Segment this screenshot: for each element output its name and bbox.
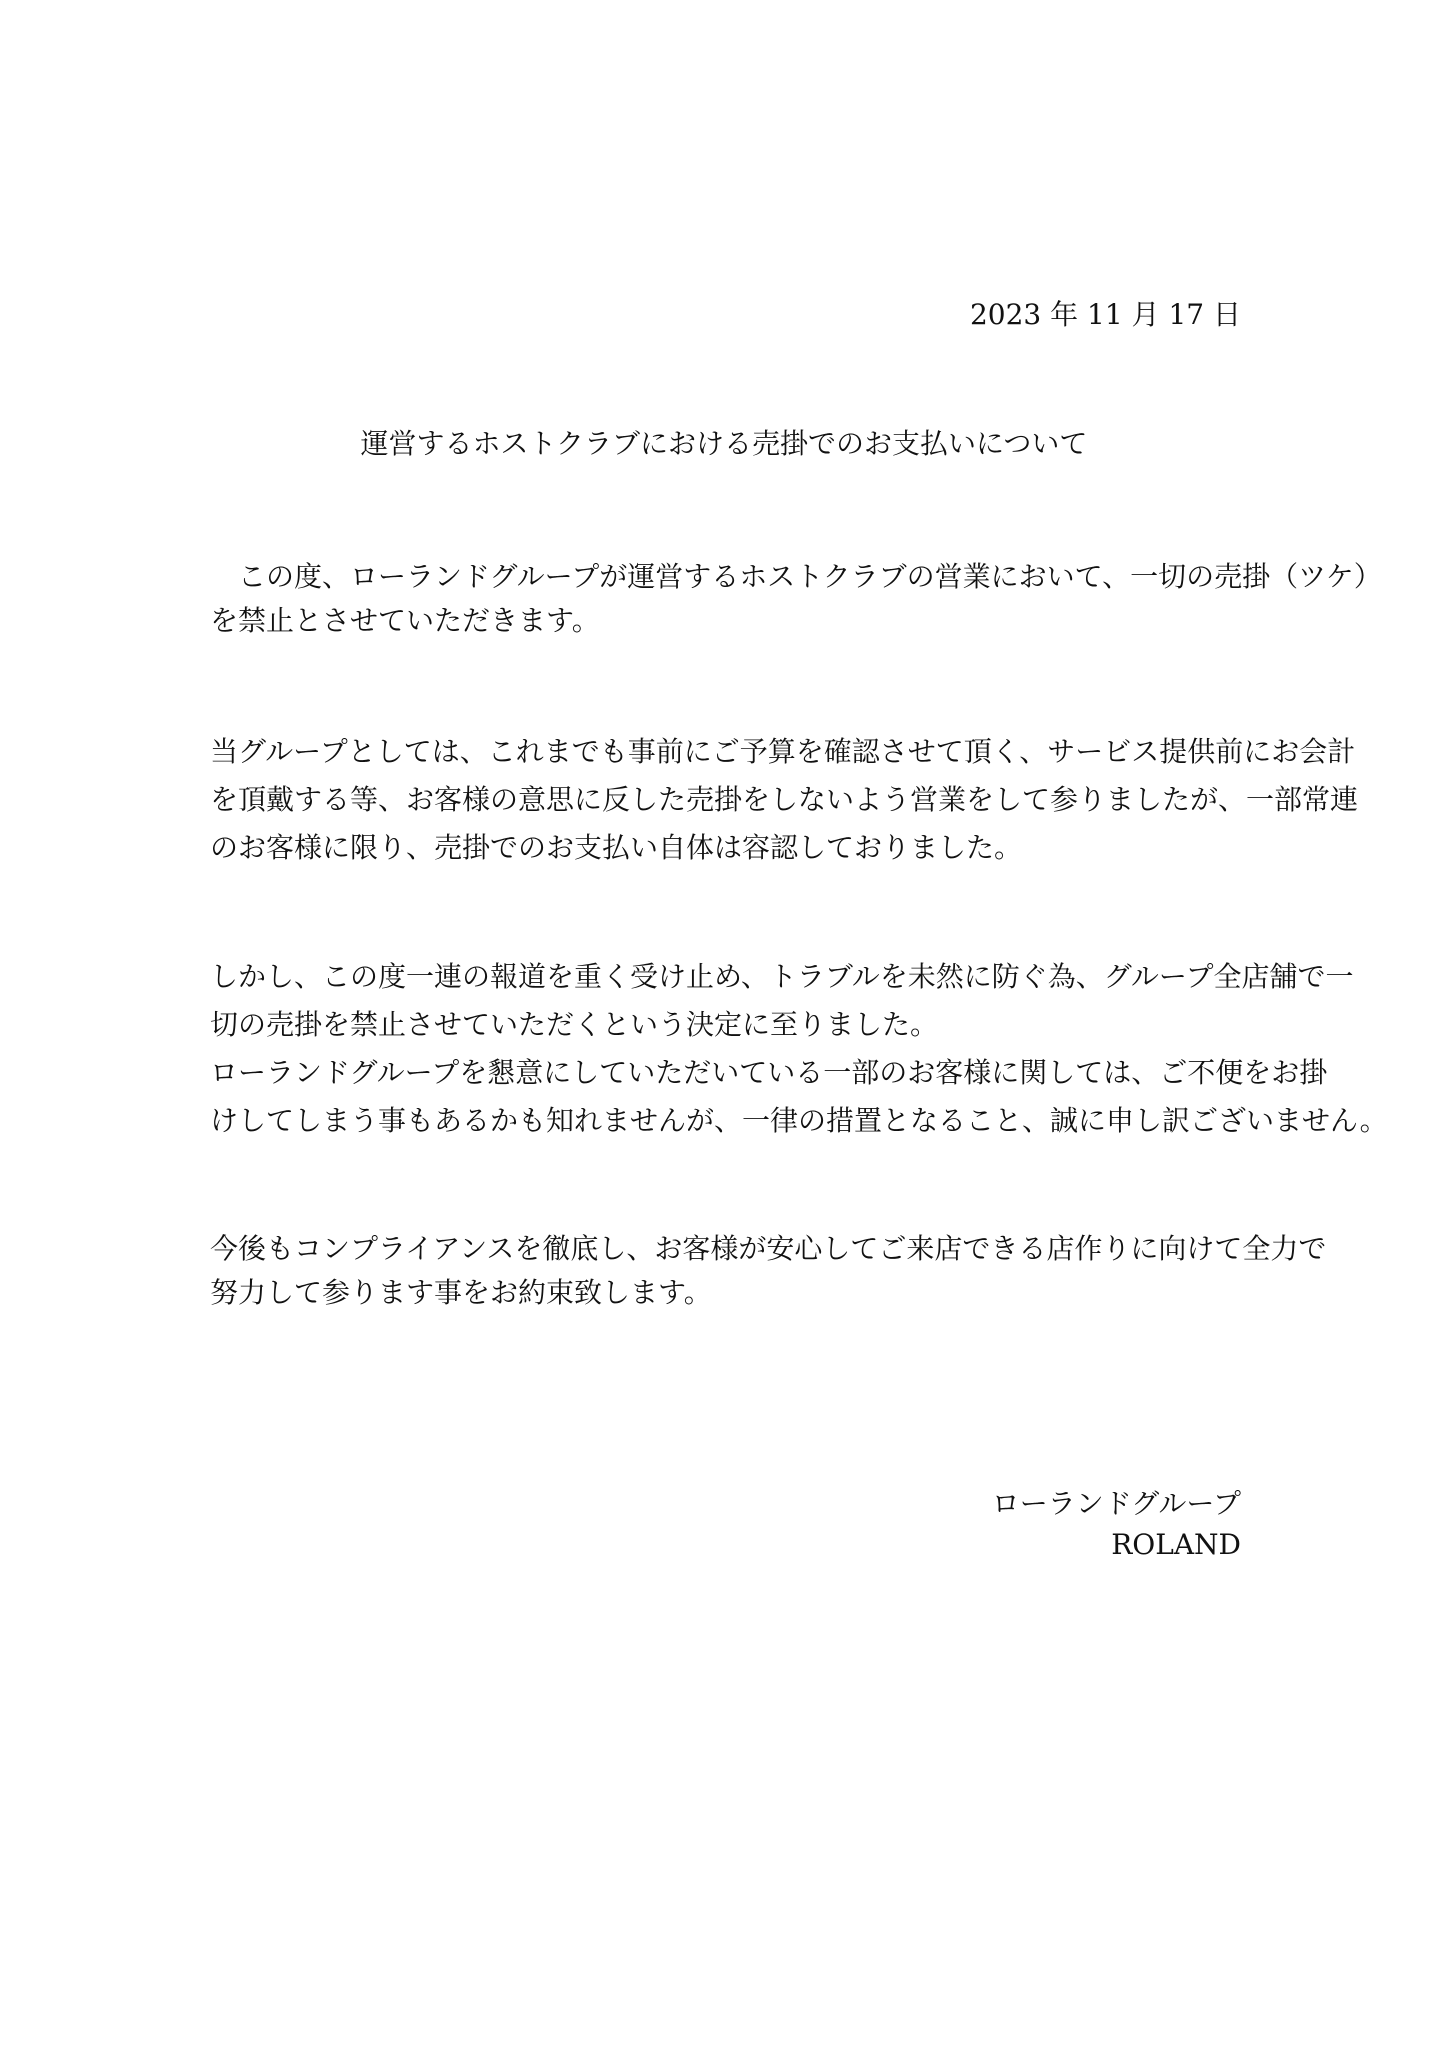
paragraph-line: 切の売掛を禁止させていただくという決定に至りました。 xyxy=(210,1008,939,1041)
paragraph-line: 今後もコンプライアンスを徹底し、お客様が安心してご来店できる店作りに向けて全力で xyxy=(210,1232,1327,1265)
paragraph-line: けしてしまう事もあるかも知れませんが、一律の措置となること、誠に申し訳ございません。 xyxy=(210,1104,1388,1137)
paragraph-line: 努力して参ります事をお約束致します。 xyxy=(210,1276,712,1309)
paragraph-line: ローランドグループを懇意にしていただいている一部のお客様に関しては、ご不便をお掛 xyxy=(210,1056,1328,1089)
signature-group: ローランドグループ xyxy=(991,1487,1241,1520)
signature-name: ROLAND xyxy=(1111,1528,1241,1561)
paragraph-line: を頂戴する等、お客様の意思に反した売掛をしないよう営業をして参りましたが、一部常連 xyxy=(210,783,1359,816)
paragraph-line: 当グループとしては、これまでも事前にご予算を確認させて頂く、サービス提供前にお会計 xyxy=(210,735,1356,768)
paragraph-line: を禁止とさせていただきます。 xyxy=(210,604,600,637)
document-title: 運営するホストクラブにおける売掛でのお支払いについて xyxy=(360,427,1088,460)
paragraph-line: のお客様に限り、売掛でのお支払い自体は容認しておりました。 xyxy=(210,831,1023,864)
paragraph-line: この度、ローランドグループが運営するホストクラブの営業において、一切の売掛（ツケ） xyxy=(238,560,1382,593)
paragraph-line: しかし、この度一連の報道を重く受け止め、トラブルを未然に防ぐ為、グループ全店舗で一 xyxy=(210,960,1354,993)
date: 2023 年 11 月 17 日 xyxy=(969,298,1241,331)
